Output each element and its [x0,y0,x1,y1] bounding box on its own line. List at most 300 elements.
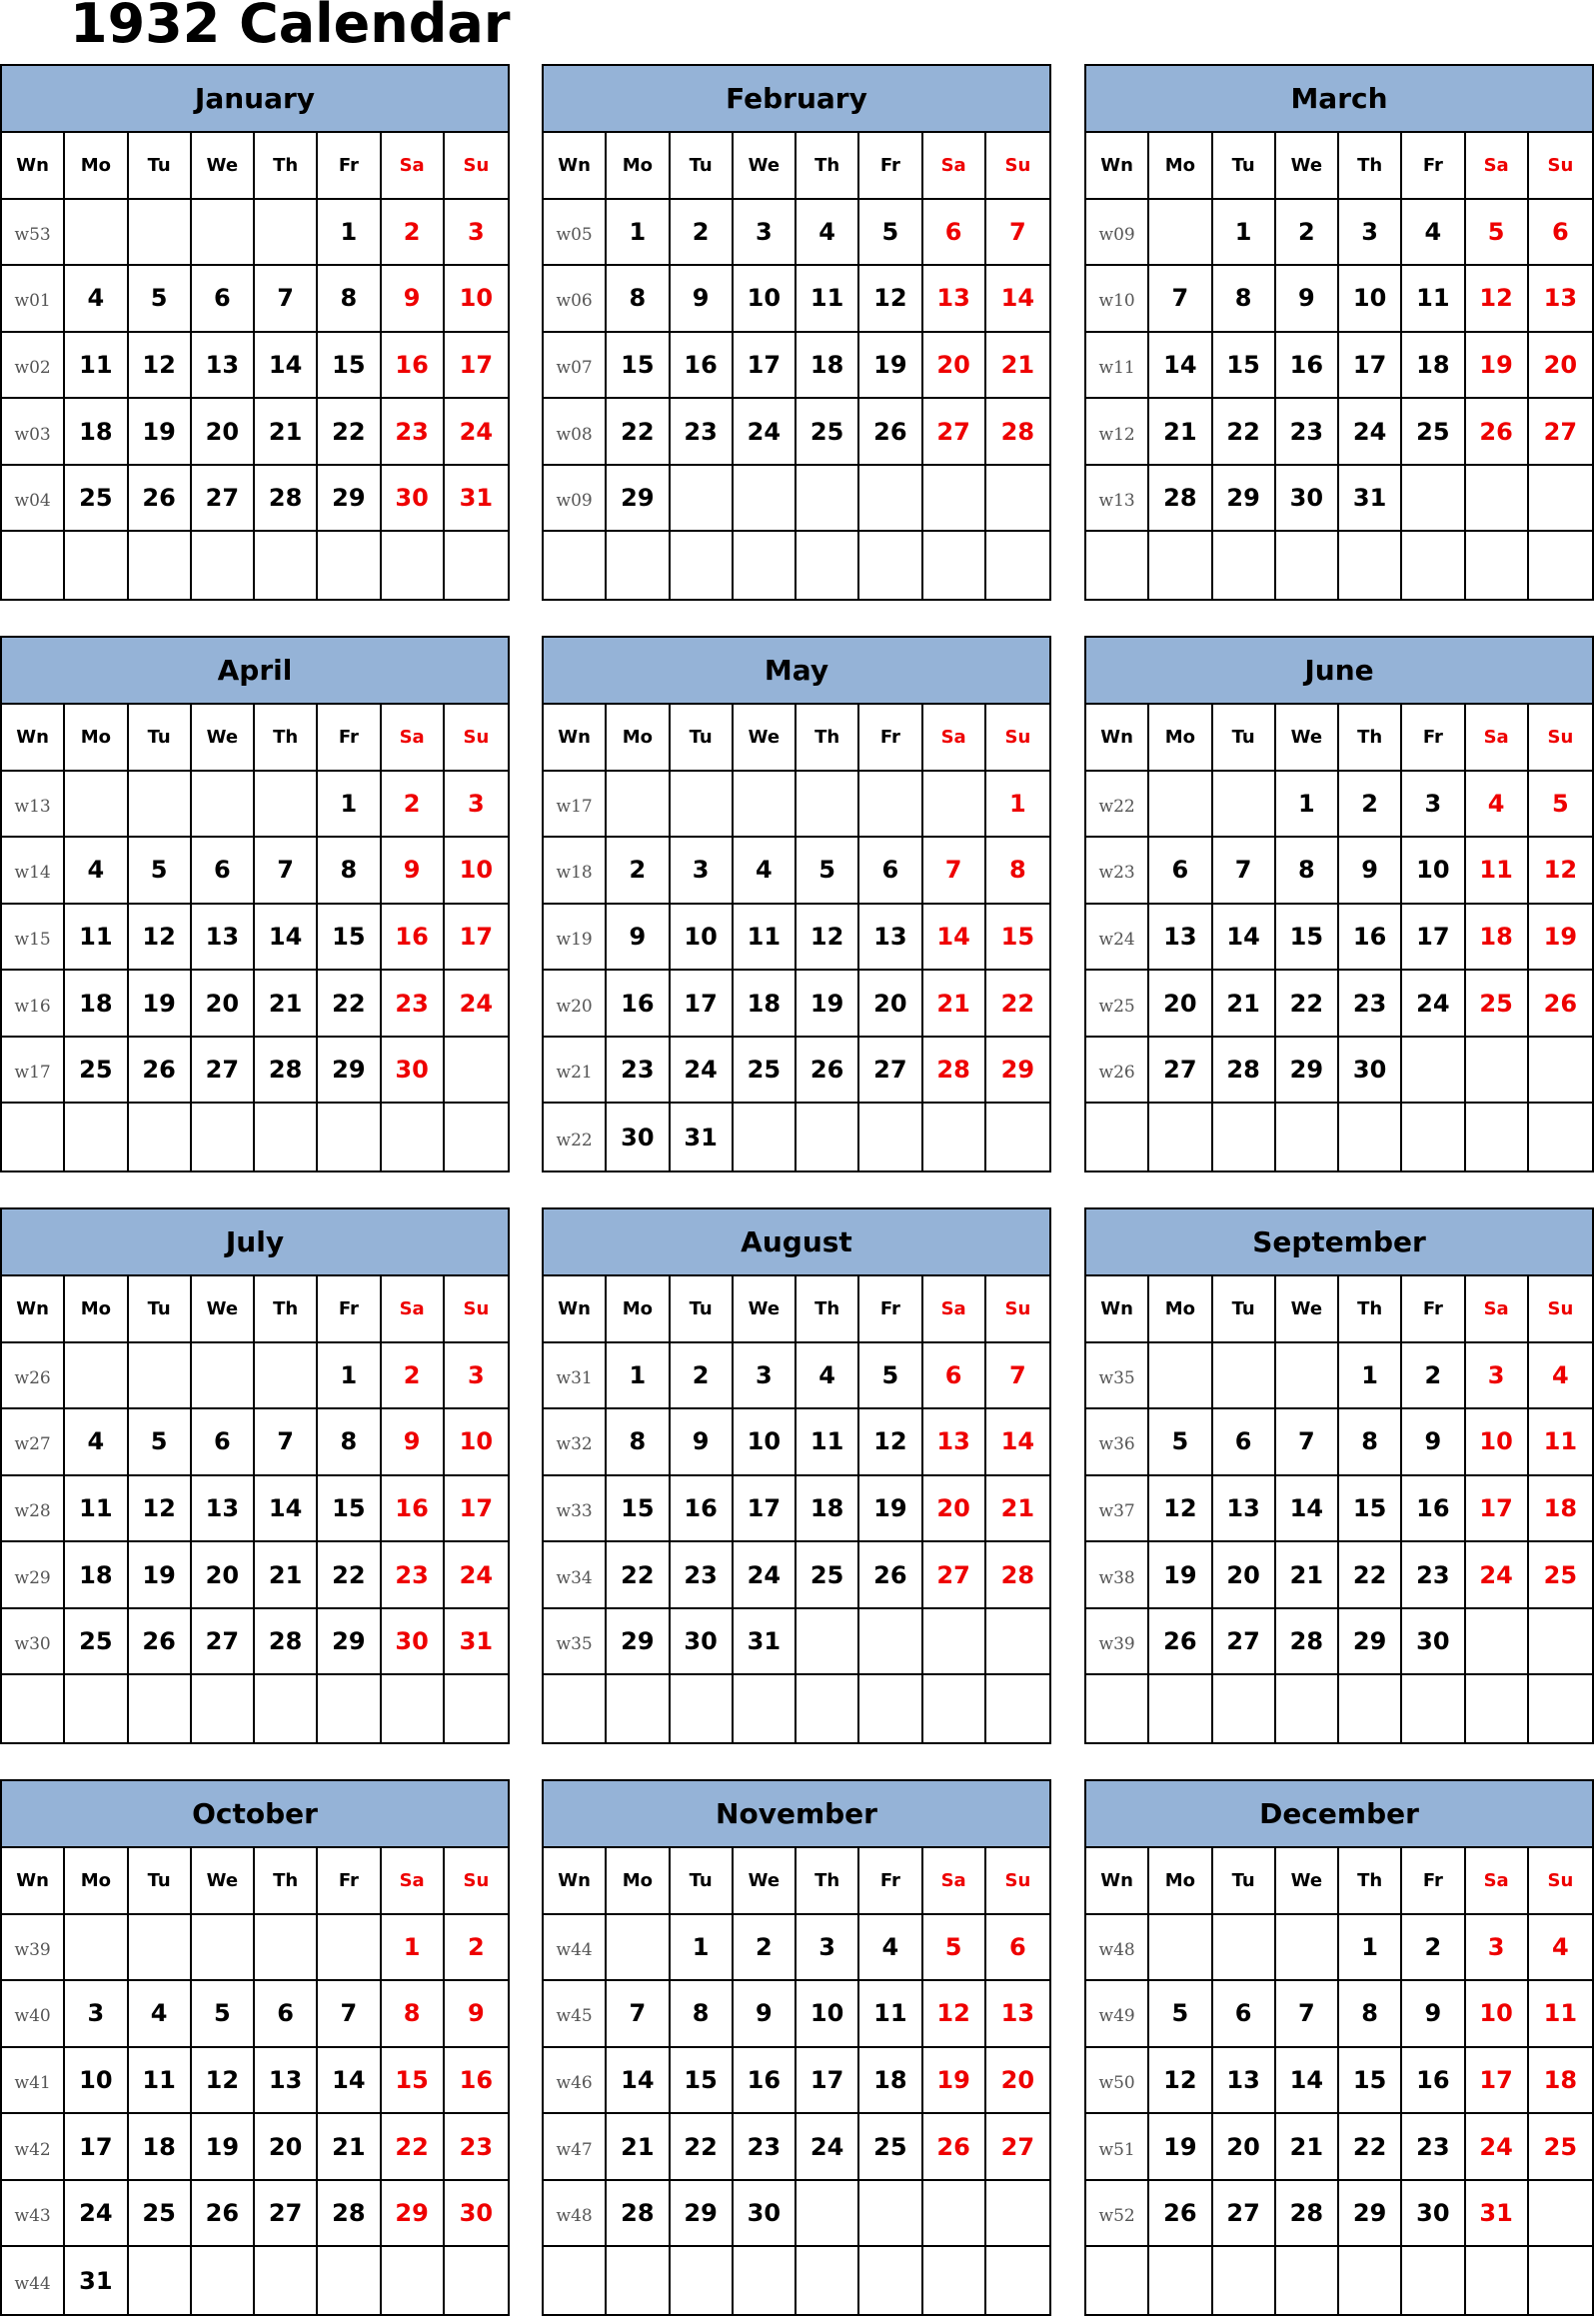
day-cell [1402,1104,1465,1170]
day-cell: 25 [1402,399,1465,466]
day-cell: 20 [255,2114,318,2181]
month-march [1084,64,1594,601]
day-cell [65,532,128,599]
day-cell [445,2247,508,2314]
day-cell: 16 [445,2048,508,2115]
day-cell: 21 [1276,2114,1339,2181]
day-cell: 20 [1213,1542,1276,1609]
month-header: August [544,1209,1049,1276]
day-cell: 20 [923,333,986,400]
week-number: w41 [2,2048,65,2115]
day-cell: 24 [1402,971,1465,1038]
day-cell: 2 [1402,1915,1465,1982]
day-cell: 25 [65,1038,128,1105]
day-cell: 25 [1529,2114,1592,2181]
day-cell [255,1915,318,1982]
day-cell [1149,532,1212,599]
weekday-header: Tu [1213,1848,1276,1915]
day-cell [382,1675,445,1742]
day-cell [1466,1675,1529,1742]
day-cell [192,532,255,599]
day-cell: 5 [129,1409,192,1476]
day-cell: 4 [65,266,128,333]
day-cell: 31 [445,466,508,533]
day-cell: 14 [318,2048,381,2115]
weekday-header: Su [1529,133,1592,200]
week-number [2,1675,65,1742]
day-cell: 17 [671,971,734,1038]
weekday-header: Fr [1402,1848,1465,1915]
day-cell [129,200,192,267]
month-grid [2,1848,508,2314]
day-cell: 3 [671,838,734,905]
weekday-header: Wn [544,1276,607,1343]
weekday-header: Sa [1466,1848,1529,1915]
weekday-header: Sa [1466,133,1529,200]
day-cell: 2 [382,772,445,839]
day-cell [923,466,986,533]
day-cell: 10 [797,1981,859,2048]
day-cell: 18 [1466,905,1529,972]
day-cell [923,1104,986,1170]
weekday-header: Th [1339,705,1402,772]
day-cell [65,1675,128,1742]
day-cell [734,1675,797,1742]
day-cell [1213,1343,1276,1410]
day-cell [65,1104,128,1170]
day-cell: 16 [671,1476,734,1543]
week-number: w45 [544,1981,607,2048]
day-cell: 12 [192,2048,255,2115]
day-cell: 27 [1529,399,1592,466]
day-cell: 13 [986,1981,1049,2048]
day-cell: 16 [1402,2048,1465,2115]
week-number: w30 [2,1609,65,1676]
day-cell [1402,466,1465,533]
day-cell: 23 [1276,399,1339,466]
day-cell: 21 [986,1476,1049,1543]
day-cell: 1 [318,200,381,267]
weekday-header: We [734,705,797,772]
week-number [1086,532,1149,599]
day-cell [1149,200,1212,267]
day-cell: 17 [734,1476,797,1543]
weekday-header: Sa [1466,1276,1529,1343]
day-cell: 1 [986,772,1049,839]
day-cell: 12 [1529,838,1592,905]
weekday-header: Su [1529,705,1592,772]
month-header: February [544,66,1049,133]
weekday-header: Su [986,1276,1049,1343]
day-cell [1466,1104,1529,1170]
day-cell: 13 [192,1476,255,1543]
week-number: w01 [2,266,65,333]
day-cell: 5 [129,266,192,333]
week-number [544,532,607,599]
month-grid [2,133,508,599]
day-cell: 11 [1402,266,1465,333]
weekday-header: Wn [1086,705,1149,772]
day-cell: 27 [1213,1609,1276,1676]
day-cell: 18 [1529,1476,1592,1543]
day-cell [192,772,255,839]
day-cell: 24 [734,1542,797,1609]
day-cell: 17 [1466,1476,1529,1543]
day-cell [797,2181,859,2248]
day-cell: 15 [986,905,1049,972]
weekday-header: We [734,133,797,200]
week-number: w32 [544,1409,607,1476]
weekday-header: Fr [318,133,381,200]
day-cell: 9 [382,838,445,905]
day-cell: 23 [382,1542,445,1609]
day-cell: 9 [382,266,445,333]
day-cell [986,1675,1049,1742]
day-cell: 23 [382,971,445,1038]
weekday-header: Sa [382,705,445,772]
day-cell: 3 [1466,1343,1529,1410]
day-cell [1276,1675,1339,1742]
day-cell [1276,2247,1339,2314]
weekday-header: Su [445,1848,508,1915]
day-cell [1339,2247,1402,2314]
day-cell: 1 [671,1915,734,1982]
week-number: w33 [544,1476,607,1543]
month-december [1084,1779,1594,2316]
week-number: w10 [1086,266,1149,333]
day-cell: 5 [192,1981,255,2048]
day-cell: 16 [1402,1476,1465,1543]
weekday-header: Sa [382,133,445,200]
day-cell [1276,1915,1339,1982]
day-cell [797,532,859,599]
day-cell: 30 [1339,1038,1402,1105]
day-cell: 19 [129,971,192,1038]
day-cell: 7 [986,1343,1049,1410]
day-cell: 14 [1149,333,1212,400]
day-cell: 2 [1276,200,1339,267]
month-november [542,1779,1051,2316]
day-cell [65,1915,128,1982]
day-cell [192,1343,255,1410]
day-cell [129,2247,192,2314]
day-cell: 6 [192,838,255,905]
day-cell: 12 [797,905,859,972]
day-cell: 14 [986,266,1049,333]
day-cell [923,532,986,599]
day-cell: 12 [1466,266,1529,333]
day-cell: 24 [445,971,508,1038]
day-cell: 11 [65,905,128,972]
day-cell [1529,466,1592,533]
day-cell: 26 [923,2114,986,2181]
day-cell: 27 [192,466,255,533]
week-number: w44 [544,1915,607,1982]
weekday-header: Th [255,133,318,200]
month-grid [2,1276,508,1742]
day-cell [986,1609,1049,1676]
day-cell: 5 [923,1915,986,1982]
day-cell: 6 [1213,1981,1276,2048]
day-cell: 18 [65,1542,128,1609]
day-cell: 13 [1213,1476,1276,1543]
day-cell: 10 [445,266,508,333]
day-cell [445,1104,508,1170]
month-header: November [544,1781,1049,1848]
day-cell: 6 [192,1409,255,1476]
day-cell: 7 [1276,1981,1339,2048]
day-cell [797,2247,859,2314]
weekday-header: We [1276,1276,1339,1343]
weekday-header: Mo [607,1276,670,1343]
month-july [0,1207,510,1744]
month-february [542,64,1051,601]
day-cell: 17 [1466,2048,1529,2115]
day-cell [255,200,318,267]
day-cell [1529,2247,1592,2314]
day-cell: 31 [65,2247,128,2314]
month-grid [1086,705,1592,1170]
day-cell: 26 [1529,971,1592,1038]
day-cell: 26 [129,466,192,533]
day-cell: 23 [1402,1542,1465,1609]
day-cell: 8 [318,838,381,905]
day-cell [1466,532,1529,599]
weekday-header: Th [255,705,318,772]
day-cell [1213,532,1276,599]
day-cell [859,1609,922,1676]
day-cell: 19 [1149,2114,1212,2181]
week-number: w12 [1086,399,1149,466]
day-cell [671,1675,734,1742]
weekday-header: Mo [65,1848,128,1915]
day-cell: 15 [318,333,381,400]
day-cell: 11 [1529,1981,1592,2048]
day-cell: 22 [986,971,1049,1038]
day-cell: 25 [859,2114,922,2181]
day-cell: 17 [445,333,508,400]
month-header: December [1086,1781,1592,1848]
day-cell: 11 [65,1476,128,1543]
week-number: w40 [2,1981,65,2048]
month-header: January [2,66,508,133]
day-cell: 28 [1276,2181,1339,2248]
day-cell: 8 [986,838,1049,905]
week-number: w04 [2,466,65,533]
day-cell [859,1675,922,1742]
day-cell: 20 [986,2048,1049,2115]
weekday-header: Fr [859,705,922,772]
day-cell [382,2247,445,2314]
week-number: w19 [544,905,607,972]
day-cell: 12 [129,333,192,400]
day-cell: 15 [1339,2048,1402,2115]
day-cell: 23 [671,399,734,466]
weekday-header: Mo [1149,1848,1212,1915]
day-cell [1213,1104,1276,1170]
day-cell: 25 [797,399,859,466]
day-cell: 15 [318,905,381,972]
day-cell: 20 [192,971,255,1038]
weekday-header: Fr [1402,1276,1465,1343]
weekday-header: Mo [65,133,128,200]
day-cell: 20 [1149,971,1212,1038]
day-cell: 14 [1213,905,1276,972]
day-cell [1213,772,1276,839]
day-cell: 7 [607,1981,670,2048]
day-cell: 10 [1466,1981,1529,2048]
day-cell: 6 [1529,200,1592,267]
week-number: w44 [2,2247,65,2314]
weekday-header: Th [1339,1848,1402,1915]
day-cell [1276,1343,1339,1410]
weekday-header: Mo [607,705,670,772]
day-cell [859,466,922,533]
day-cell: 9 [445,1981,508,2048]
day-cell: 26 [129,1038,192,1105]
day-cell: 27 [923,399,986,466]
day-cell: 4 [129,1981,192,2048]
day-cell: 14 [255,905,318,972]
day-cell: 21 [986,333,1049,400]
week-number: w49 [1086,1981,1149,2048]
weekday-header: Th [797,133,859,200]
day-cell: 4 [65,1409,128,1476]
day-cell: 22 [671,2114,734,2181]
weekday-header: We [1276,133,1339,200]
day-cell [1149,1343,1212,1410]
month-grid [1086,1276,1592,1742]
weekday-header: Tu [671,133,734,200]
weekday-header: Su [1529,1276,1592,1343]
day-cell: 7 [255,838,318,905]
day-cell: 6 [859,838,922,905]
day-cell [65,772,128,839]
day-cell: 24 [1466,2114,1529,2181]
day-cell: 15 [607,333,670,400]
day-cell: 10 [445,1409,508,1476]
day-cell: 28 [1276,1609,1339,1676]
day-cell: 26 [129,1609,192,1676]
day-cell: 21 [1213,971,1276,1038]
day-cell [129,1915,192,1982]
day-cell [1402,1675,1465,1742]
day-cell [1529,2181,1592,2248]
day-cell: 4 [1529,1343,1592,1410]
day-cell: 5 [1149,1981,1212,2048]
month-august [542,1207,1051,1744]
day-cell [1529,1609,1592,1676]
day-cell: 10 [734,1409,797,1476]
day-cell: 12 [1149,1476,1212,1543]
week-number: w39 [2,1915,65,1982]
day-cell: 23 [671,1542,734,1609]
day-cell: 21 [255,971,318,1038]
week-number: w24 [1086,905,1149,972]
week-number: w08 [544,399,607,466]
day-cell: 27 [986,2114,1049,2181]
day-cell: 13 [255,2048,318,2115]
weekday-header: Wn [544,705,607,772]
day-cell [255,1343,318,1410]
day-cell: 4 [859,1915,922,1982]
day-cell [382,532,445,599]
day-cell: 29 [1276,1038,1339,1105]
day-cell [1213,1915,1276,1982]
month-grid [544,133,1049,599]
day-cell [1529,1675,1592,1742]
week-number: w36 [1086,1409,1149,1476]
weekday-header: We [1276,705,1339,772]
day-cell: 8 [671,1981,734,2048]
day-cell: 3 [445,200,508,267]
day-cell: 13 [192,333,255,400]
day-cell [734,1104,797,1170]
weekday-header: Th [797,1848,859,1915]
day-cell: 28 [1213,1038,1276,1105]
day-cell: 2 [671,200,734,267]
weekday-header: Wn [2,1276,65,1343]
day-cell: 14 [255,333,318,400]
day-cell [797,1609,859,1676]
day-cell: 2 [382,1343,445,1410]
day-cell [255,1104,318,1170]
day-cell: 10 [1466,1409,1529,1476]
day-cell: 24 [734,399,797,466]
weekday-header: Th [255,1276,318,1343]
weekday-header: Wn [1086,133,1149,200]
week-number: w05 [544,200,607,267]
day-cell: 28 [986,399,1049,466]
day-cell: 6 [923,1343,986,1410]
day-cell: 4 [1529,1915,1592,1982]
day-cell: 21 [1276,1542,1339,1609]
day-cell: 30 [1402,2181,1465,2248]
day-cell: 4 [65,838,128,905]
day-cell [192,200,255,267]
day-cell: 23 [607,1038,670,1105]
day-cell: 20 [192,1542,255,1609]
day-cell [445,1675,508,1742]
day-cell: 23 [1339,971,1402,1038]
week-number: w51 [1086,2114,1149,2181]
day-cell: 6 [1149,838,1212,905]
weekday-header: Tu [671,1848,734,1915]
day-cell: 5 [1149,1409,1212,1476]
month-june [1084,636,1594,1172]
week-number: w03 [2,399,65,466]
weekday-header: Sa [1466,705,1529,772]
day-cell [1339,532,1402,599]
day-cell [923,772,986,839]
weekday-header: Su [445,133,508,200]
weekday-header: Mo [65,705,128,772]
weekday-header: Fr [859,1848,922,1915]
week-number: w52 [1086,2181,1149,2248]
day-cell [671,772,734,839]
day-cell: 27 [192,1609,255,1676]
weekday-header: Tu [1213,1276,1276,1343]
month-may [542,636,1051,1172]
day-cell [1402,532,1465,599]
day-cell: 11 [797,266,859,333]
weekday-header: Th [1339,133,1402,200]
day-cell [671,466,734,533]
day-cell [382,1104,445,1170]
day-cell: 8 [1276,838,1339,905]
week-number: w14 [2,838,65,905]
day-cell: 15 [382,2048,445,2115]
